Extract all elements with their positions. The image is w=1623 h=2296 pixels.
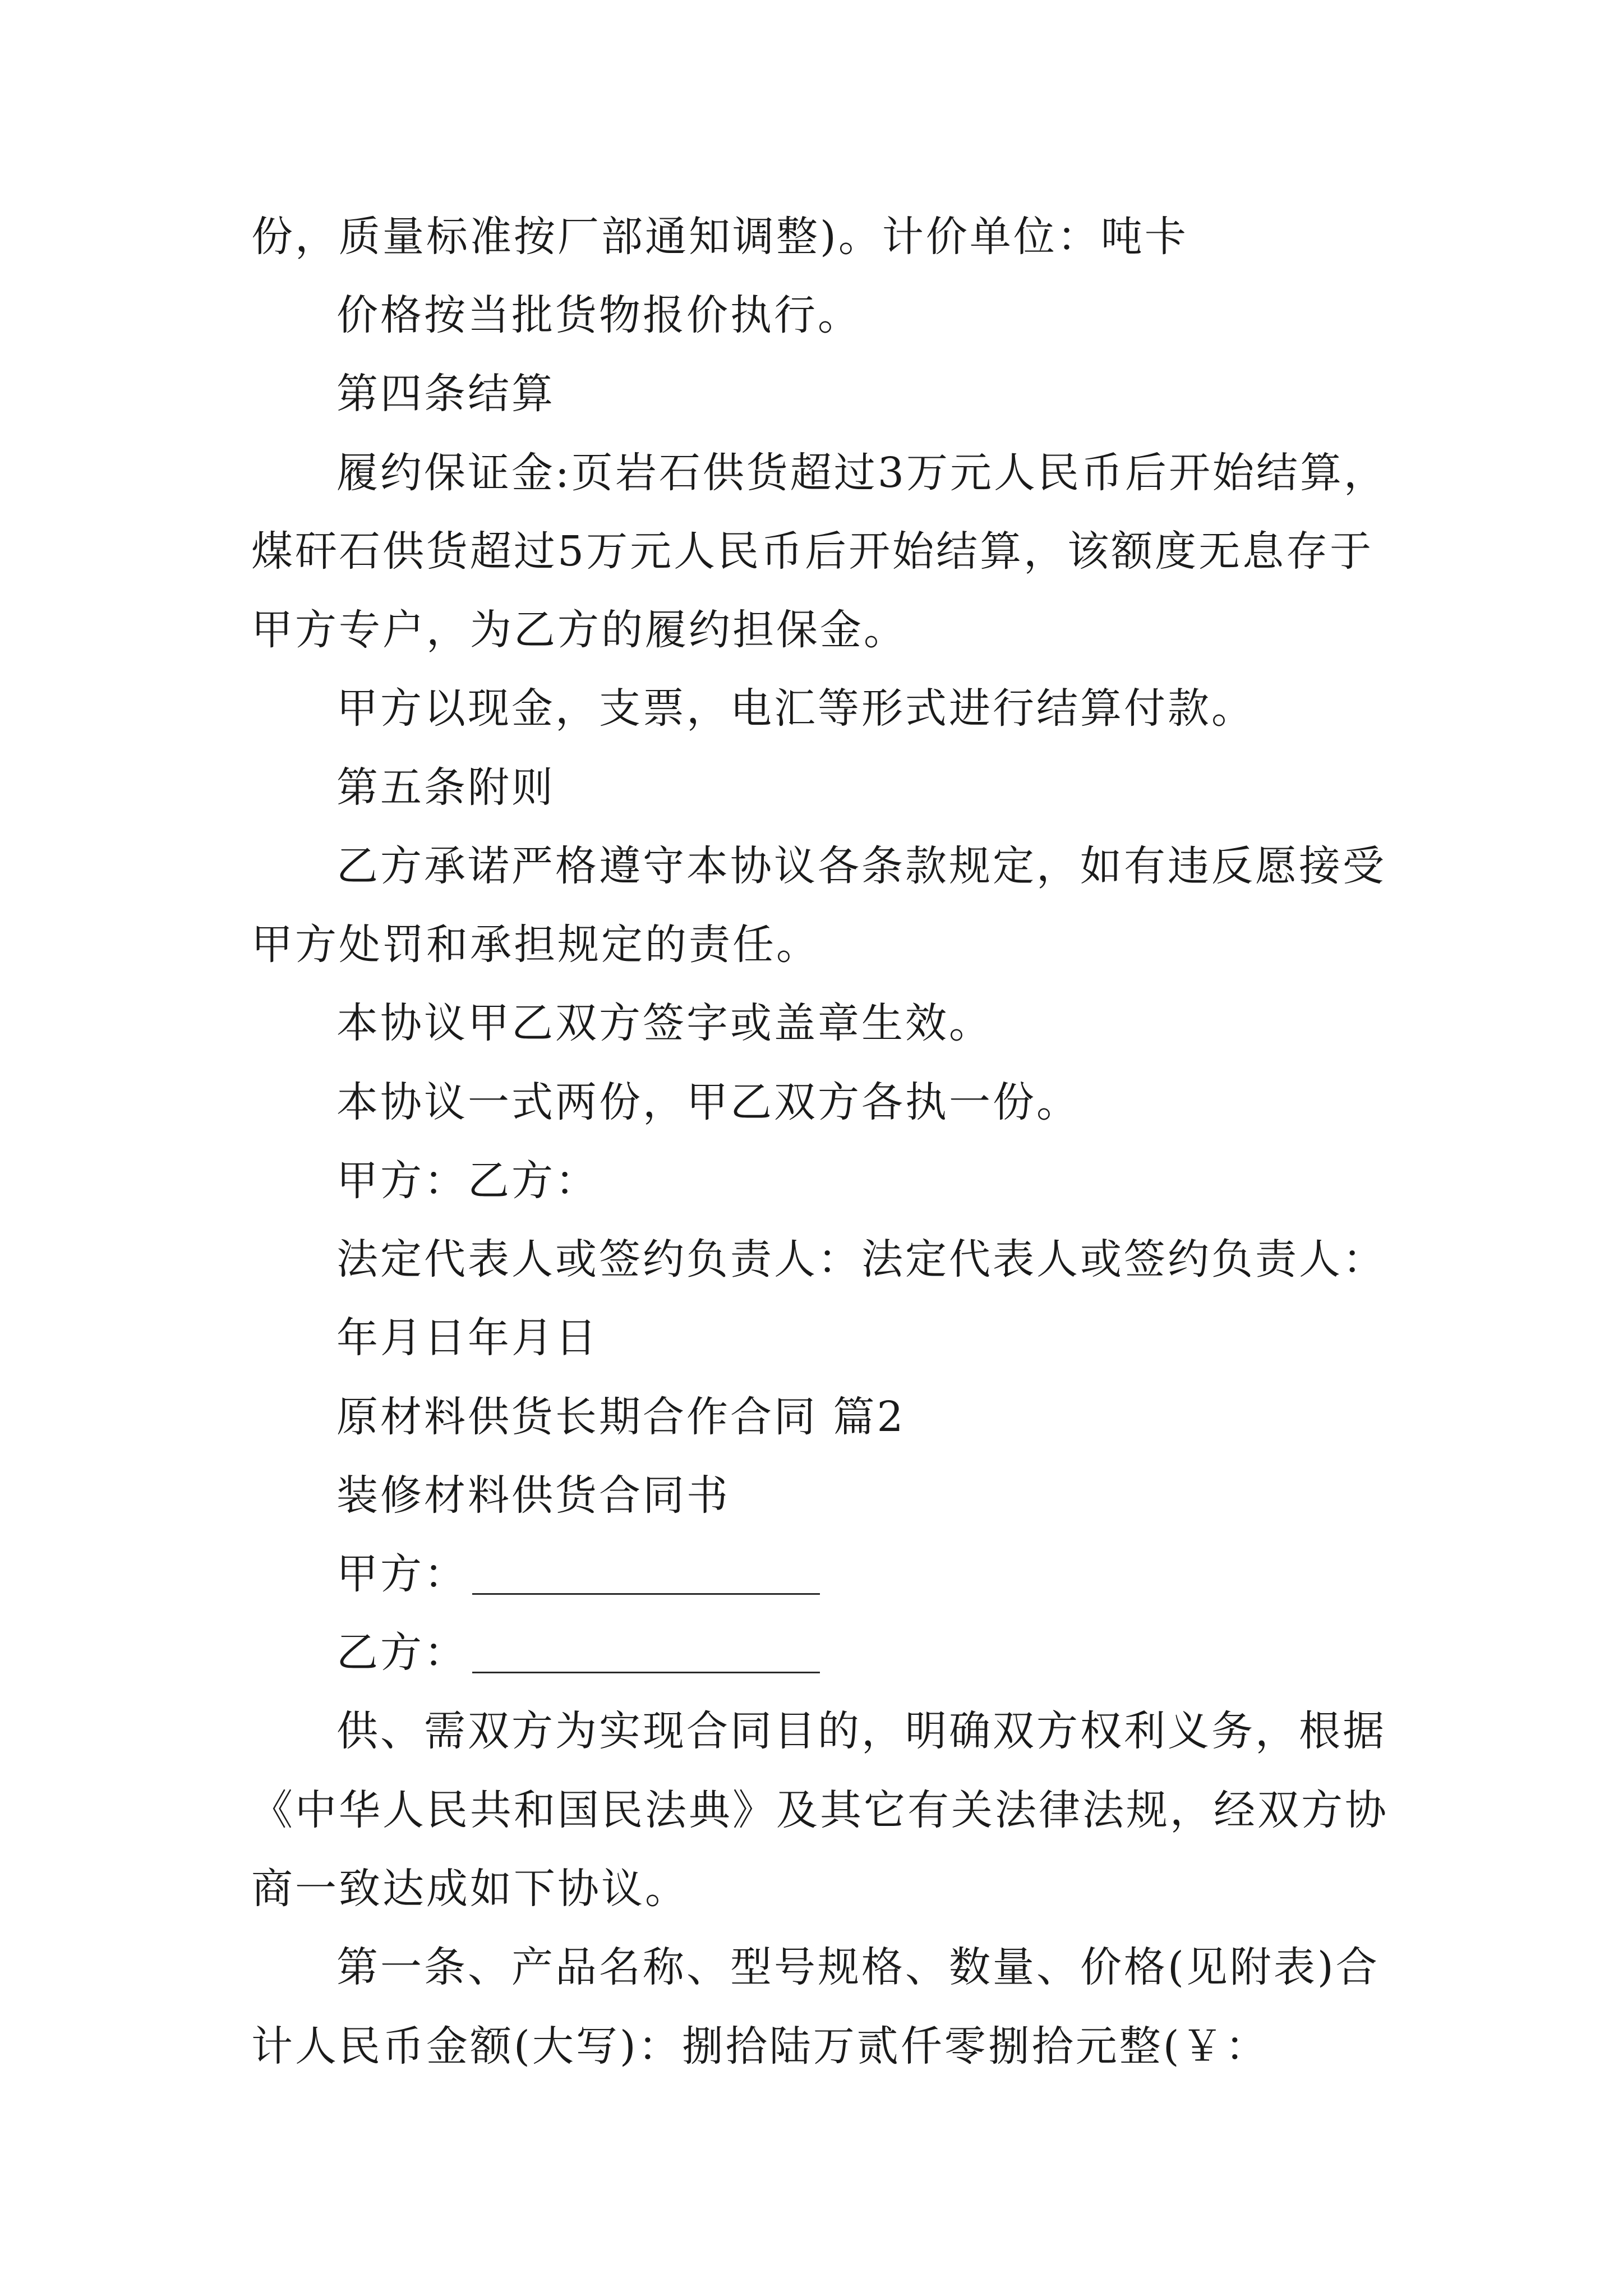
signature-representatives: 法定代表人或签约负责人：法定代表人或签约负责人： [336, 1235, 1386, 1283]
party-b-blank [472, 1669, 820, 1673]
article-title: 原材料供货长期合作合同 篇2 [336, 1393, 906, 1441]
section-heading: 第四条结算 [336, 370, 555, 418]
text-line: 本协议甲乙双方签字或盖章生效。 [336, 999, 993, 1047]
party-a-label: 甲方： [336, 1550, 468, 1598]
party-a-blank [472, 1591, 820, 1595]
signature-dates: 年月日年月日 [336, 1314, 599, 1362]
text-line: 甲方专户，为乙方的履约担保金。 [251, 606, 907, 654]
text-line: 计人民币金额(大写)：捌拾陆万贰仟零捌拾元整(￥： [251, 2022, 1269, 2070]
text-line: 甲方处罚和承担规定的责任。 [251, 921, 820, 969]
party-b-line [336, 1625, 1390, 1681]
text-line: 份，质量标准按厂部通知调整)。计价单位：吨卡 [251, 213, 1188, 261]
text-line: 《中华人民共和国民法典》及其它有关法律法规，经双方协 [251, 1786, 1389, 1834]
text-line: 商一致达成如下协议。 [251, 1865, 689, 1913]
text-line: 煤矸石供货超过5万元人民币后开始结算，该额度无息存于 [251, 527, 1374, 576]
text-line: 价格按当批货物报价执行。 [336, 291, 861, 339]
party-b-label: 乙方： [336, 1628, 468, 1677]
text-line: 本协议一式两份，甲乙双方各执一份。 [336, 1078, 1080, 1126]
section-heading: 第五条附则 [336, 763, 555, 812]
text-line: 乙方承诺严格遵守本协议各条款规定，如有违反愿接受 [336, 842, 1386, 890]
signature-parties: 甲方：乙方： [336, 1157, 599, 1205]
party-a-line [336, 1546, 1390, 1602]
text-line: 第一条、产品名称、型号规格、数量、价格(见附表)合 [336, 1943, 1380, 1991]
text-line: 履约保证金:页岩石供货超过3万元人民币后开始结算， [336, 449, 1388, 497]
contract-title: 装修材料供货合同书 [336, 1471, 730, 1520]
text-line: 供、需双方为实现合同目的，明确双方权利义务，根据 [336, 1707, 1386, 1755]
text-line: 甲方以现金，支票，电汇等形式进行结算付款。 [336, 684, 1255, 733]
